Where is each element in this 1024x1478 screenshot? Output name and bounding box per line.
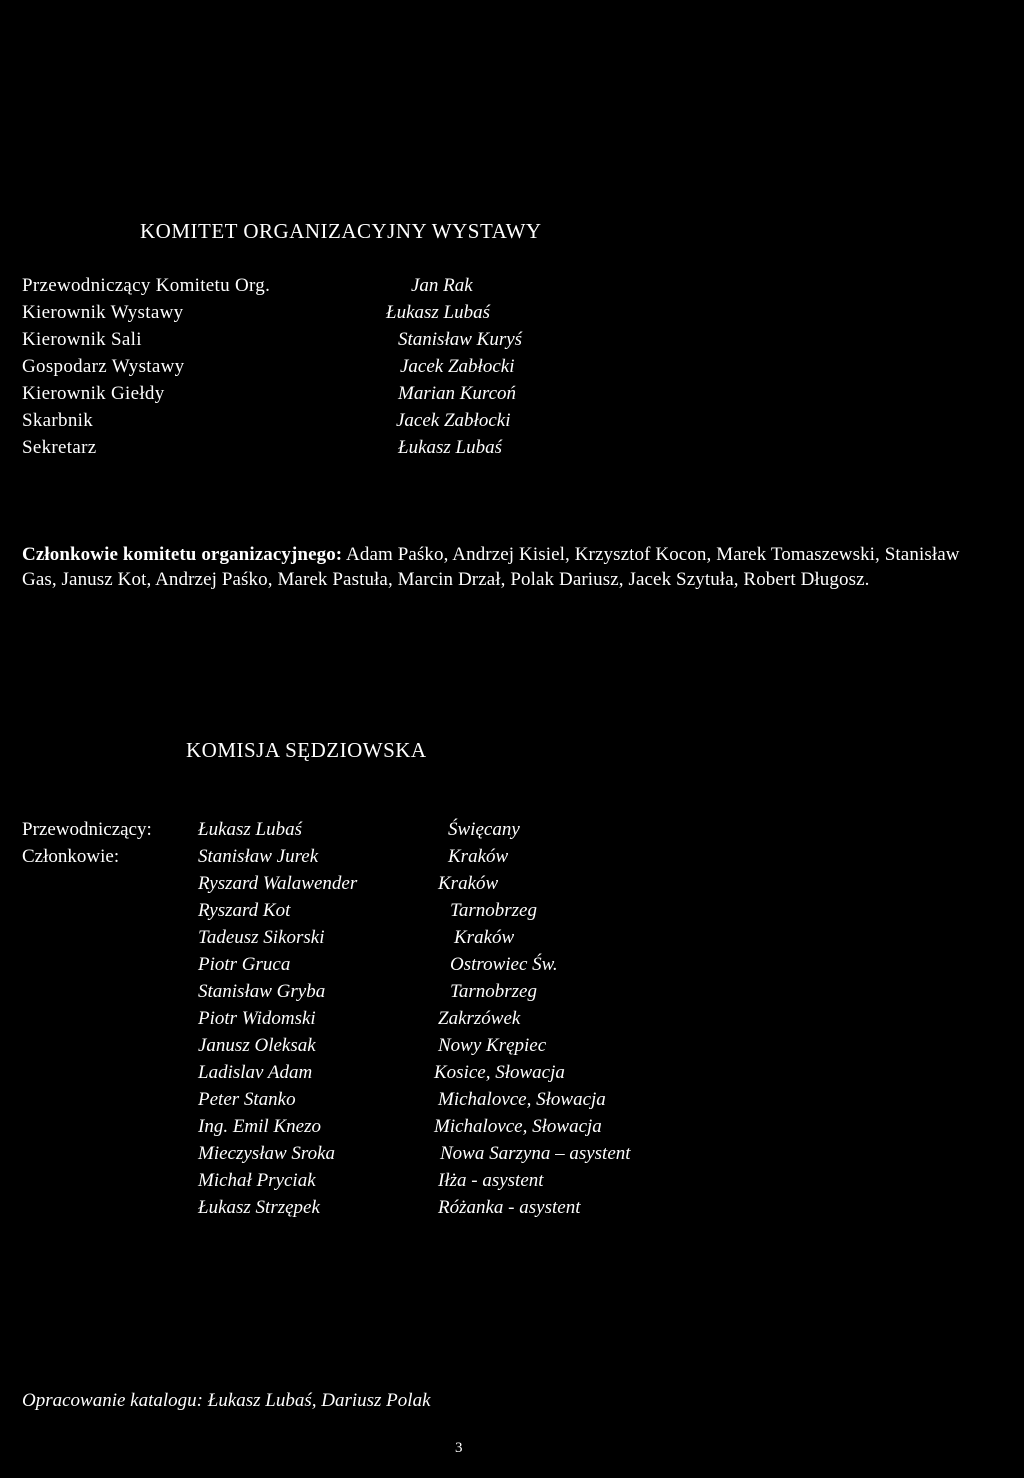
judge-name: Mieczysław Sroka (198, 1143, 336, 1164)
judge-place: Tarnobrzeg (450, 900, 537, 921)
role-label: Kierownik Giełdy (22, 383, 165, 404)
judge-name: Tadeusz Sikorski (198, 927, 325, 948)
judge-place: Kosice, Słowacja (434, 1062, 565, 1083)
judge-name: Ryszard Walawender (198, 873, 358, 894)
role-name: Jan Rak (411, 275, 473, 296)
role-name: Marian Kurcoń (398, 383, 517, 404)
judge-place: Kraków (438, 873, 499, 894)
role-label: Skarbnik (22, 410, 94, 431)
role-name: Łukasz Lubaś (386, 302, 490, 323)
judge-place: Różanka - asystent (438, 1197, 581, 1218)
judge-place: Kraków (454, 927, 515, 948)
role-label: Kierownik Wystawy (22, 302, 184, 323)
judge-name: Piotr Widomski (198, 1008, 316, 1029)
judge-name: Stanisław Jurek (198, 846, 319, 867)
committee-members-paragraph (22, 542, 997, 592)
judge-name: Ing. Emil Knezo (198, 1116, 321, 1137)
judge-name: Michał Pryciak (198, 1170, 316, 1191)
role-name: Jacek Zabłocki (400, 356, 515, 377)
judge-name: Piotr Gruca (198, 954, 291, 975)
judge-place: Ostrowiec Św. (450, 954, 558, 975)
judge-place: Iłża - asystent (438, 1170, 544, 1191)
judge-place: Tarnobrzeg (450, 981, 537, 1002)
judge-name: Janusz Oleksak (198, 1035, 316, 1056)
judge-place: Zakrzówek (438, 1008, 521, 1029)
judge-place: Michalovce, Słowacja (438, 1089, 606, 1110)
jury-members-label: Członkowie: (22, 846, 120, 867)
catalog-credits: Opracowanie katalogu: Łukasz Lubaś, Dariusz Polak (22, 1390, 431, 1411)
judge-place: Kraków (448, 846, 509, 867)
committee-members-list: Adam Paśko, Andrzej Kisiel, Krzysztof Kocon, Marek Tomaszewski, Stanisław Gas, Janusz Kot, Andrzej Paśko, Marek Pastuła, Marcin Drzał, Polak Dariusz, Jacek Szytuła, Robert Długosz. (22, 544, 960, 590)
judge-name: Łukasz Lubaś (198, 819, 302, 840)
jury-title: KOMISJA SĘDZIOWSKA (186, 738, 427, 762)
committee-members-label: Członkowie komitetu organizacyjnego: (22, 544, 343, 565)
organizing-committee-title: KOMITET ORGANIZACYJNY WYSTAWY (140, 219, 542, 243)
judge-name: Łukasz Strzępek (198, 1197, 320, 1218)
judge-place: Nowy Krępiec (438, 1035, 547, 1056)
judge-name: Peter Stanko (198, 1089, 296, 1110)
judge-place: Święcany (448, 819, 520, 840)
role-label: Kierownik Sali (22, 329, 142, 350)
role-label: Przewodniczący Komitetu Org. (22, 275, 271, 296)
role-name: Jacek Zabłocki (396, 410, 511, 431)
page-number: 3 (455, 1440, 463, 1456)
jury-chair-label: Przewodniczący: (22, 819, 152, 840)
judge-name: Stanisław Gryba (198, 981, 326, 1002)
role-name: Stanisław Kuryś (398, 329, 523, 350)
role-label: Gospodarz Wystawy (22, 356, 185, 377)
judge-name: Ladislav Adam (198, 1062, 313, 1083)
role-name: Łukasz Lubaś (398, 437, 502, 458)
role-label: Sekretarz (22, 437, 97, 458)
judge-name: Ryszard Kot (198, 900, 291, 921)
judge-place: Michalovce, Słowacja (434, 1116, 602, 1137)
judge-place: Nowa Sarzyna – asystent (440, 1143, 631, 1164)
